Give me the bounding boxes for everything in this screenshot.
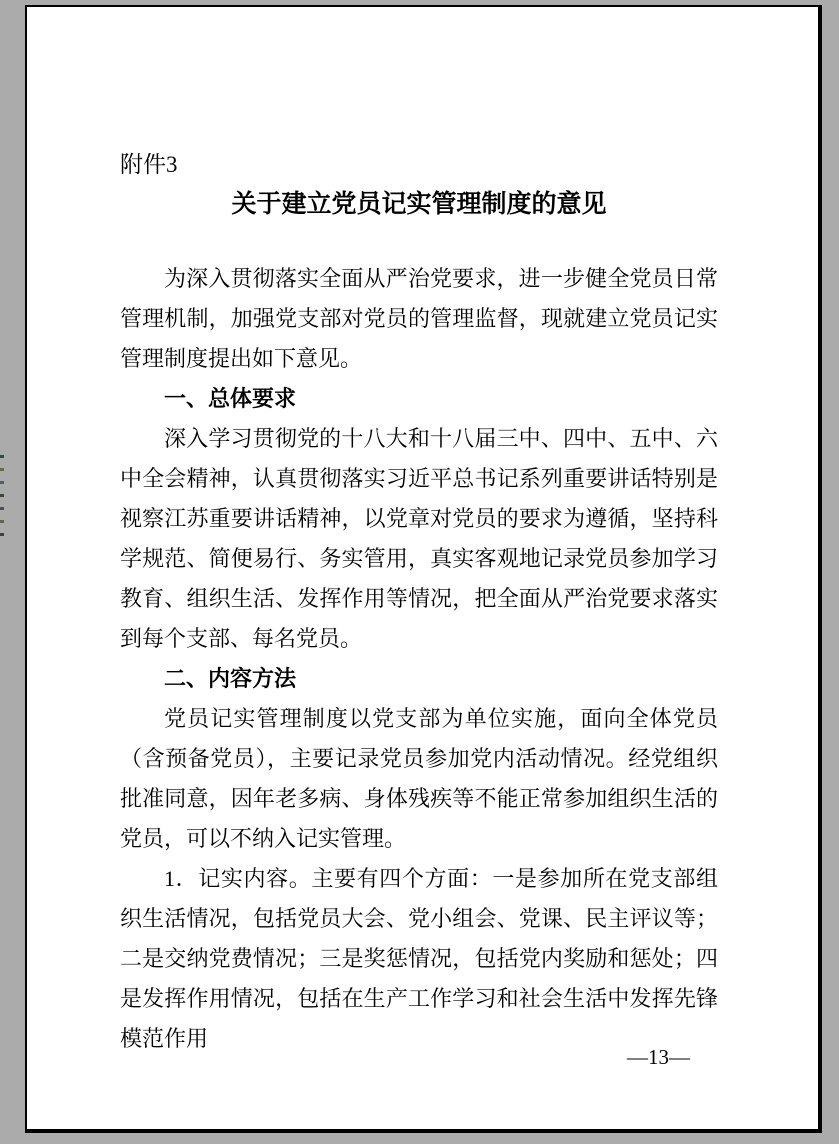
section-heading: 一、总体要求	[164, 386, 297, 411]
section-heading: 二、内容方法	[164, 666, 297, 691]
artifact-mark	[0, 494, 4, 497]
document-title: 关于建立党员记实管理制度的意见	[231, 191, 607, 218]
artifact-mark	[0, 507, 4, 510]
body-paragraph: 深入学习贯彻党的十八大和十八届三中、四中、五中、六中全会精神，认真贯彻落实习近平总书记系列重要讲话特别是视察江苏重要讲话精神，以党章对党员的要求为遵循，坚持科学规范、简便易行、务实管用，真实客观地记录党员参加学习教育、组织生活、发挥作用等情况，把全面从严治党要求落实到每个支部、每名党员。	[120, 426, 718, 651]
body-paragraph: 为深入贯彻落实全面从严治党要求，进一步健全党员日常管理机制，加强党支部对党员的管理监督，现就建立党员记实管理制度提出如下意见。	[120, 266, 718, 371]
page-number: —13—	[627, 1045, 690, 1069]
artifact-mark	[0, 520, 4, 523]
left-edge-artifact-marks	[0, 455, 4, 551]
artifact-mark	[0, 468, 4, 471]
artifact-mark	[0, 455, 4, 458]
artifact-mark	[0, 481, 4, 484]
artifact-mark	[0, 533, 4, 536]
document-paragraphs	[120, 259, 718, 1059]
body-paragraph: 1．记实内容。主要有四个方面：一是参加所在党支部组织生活情况，包括党员大会、党小组会、党课、民主评议等；二是交纳党费情况；三是奖惩情况，包括党内奖励和惩处；四是发挥作用情况，包括在生产工作学习和社会生活中发挥先锋模范作用	[120, 866, 718, 1051]
document-page	[25, 5, 822, 1133]
body-paragraph: 党员记实管理制度以党支部为单位实施，面向全体党员（含预备党员），主要记录党员参加党内活动情况。经党组织批准同意，因年老多病、身体残疾等不能正常参加组织生活的党员，可以不纳入记实管理。	[120, 706, 718, 851]
attachment-label: 附件3	[120, 152, 178, 177]
